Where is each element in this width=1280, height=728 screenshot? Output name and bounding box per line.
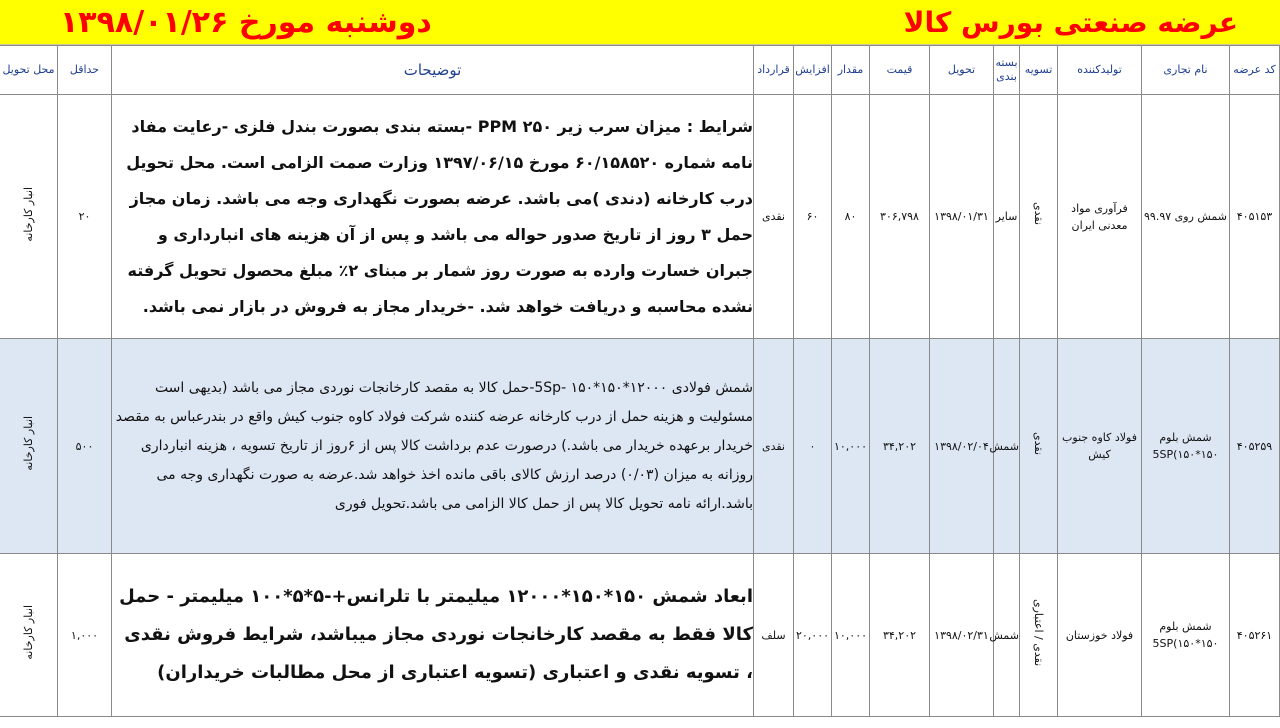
delivery-place-text: انبار کارخانه <box>22 186 35 242</box>
cell-quantity: ۱۰,۰۰۰ <box>832 339 870 554</box>
cell-contract: سلف <box>754 554 794 717</box>
cell-delivery: ۱۳۹۸/۰۲/۳۱ <box>930 554 994 717</box>
cell-settlement <box>1020 339 1058 554</box>
cell-price: ۳۴,۲۰۲ <box>870 339 930 554</box>
header-contract: قرارداد <box>754 46 794 95</box>
header-row <box>0 46 1280 95</box>
cell-producer: فولاد کاوه جنوب کیش <box>1058 339 1142 554</box>
delivery-place-text: انبار کارخانه <box>22 605 35 660</box>
settlement-text: نقدی <box>1032 202 1045 226</box>
cell-producer: فولاد خوزستان <box>1058 554 1142 717</box>
cell-contract: نقدی <box>754 95 794 339</box>
settlement-text: نقدی <box>1032 431 1045 455</box>
header-packaging: بسته بندی <box>994 46 1020 95</box>
cell-packaging: سایر <box>994 95 1020 339</box>
cell-increase: ۰ <box>794 339 832 554</box>
cell-delivery: ۱۳۹۸/۰۱/۳۱ <box>930 95 994 339</box>
cell-trade-name: شمش بلوم ۱۵۰*۱۵۰)5SP <box>1142 554 1230 717</box>
title-banner <box>0 0 1280 45</box>
header-delivery: تحویل <box>930 46 994 95</box>
table-row <box>0 554 1280 717</box>
cell-minimum: ۲۰ <box>58 95 112 339</box>
cell-description: شرایط : میزان سرب زیر ۲۵۰ PPM -بسته بندی بصورت بندل فلزی -رعایت مفاد نامه شماره ۶۰/۱۵۸۵۲۰ مورخ ۱۳۹۷/۰۶/۱۵ وزارت صمت الزامی است. محل تحویل درب کارخانه (دندی )می باشد. عرضه بصورت نگهداری وجه می باشد. زمان مجاز حمل ۳ روز از تاریخ صدور حواله می باشد و پس از آن هزینه های انبارداری و جبران خسارت وارده به صورت روز شمار بر مبنای ۲٪ مبلغ محصول تحویل گرفته نشده محاسبه و دریافت خواهد شد. -خریدار مجاز به فروش در بازار نمی باشد. <box>112 95 754 339</box>
header-quantity: مقدار <box>832 46 870 95</box>
header-minimum: حداقل <box>58 46 112 95</box>
cell-price: ۳۴,۲۰۲ <box>870 554 930 717</box>
header-description: توضیحات <box>112 46 754 95</box>
header-settlement: تسویه <box>1020 46 1058 95</box>
settlement-text: نقدی / اعتباری <box>1032 598 1045 667</box>
cell-increase: ۶۰ <box>794 95 832 339</box>
header-delivery-place: محل تحویل <box>0 46 58 95</box>
cell-producer: فرآوری مواد معدنی ایران <box>1058 95 1142 339</box>
cell-trade-name: شمش روی ۹۹.۹۷ <box>1142 95 1230 339</box>
cell-packaging: شمش <box>994 339 1020 554</box>
cell-offer-code: ۴۰۵۲۶۱ <box>1230 554 1280 717</box>
offers-table <box>0 45 1280 717</box>
table-row <box>0 95 1280 339</box>
cell-quantity: ۱۰,۰۰۰ <box>832 554 870 717</box>
cell-delivery-place <box>0 95 58 339</box>
cell-delivery: ۱۳۹۸/۰۲/۰۴ <box>930 339 994 554</box>
cell-delivery-place <box>0 339 58 554</box>
cell-description: ابعاد شمش ۱۵۰*۱۵۰*۱۲۰۰۰ میلیمتر با تلرانس+-۵*۵*۱۰۰ میلیمتر - حمل کالا فقط به مقصد کارخانجات نوردی مجاز میباشد، شرایط فروش نقدی ، تسویه نقدی و اعتباری (تسویه اعتباری از محل مطالبات خریداران) <box>112 554 754 717</box>
cell-delivery-place <box>0 554 58 717</box>
delivery-place-text: انبار کارخانه <box>22 416 35 471</box>
cell-offer-code: ۴۰۵۱۵۳ <box>1230 95 1280 339</box>
header-trade-name: نام تجاری <box>1142 46 1230 95</box>
header-increase: افزایش <box>794 46 832 95</box>
cell-minimum: ۱,۰۰۰ <box>58 554 112 717</box>
cell-settlement <box>1020 95 1058 339</box>
cell-contract: نقدی <box>754 339 794 554</box>
header-offer-code: کد عرضه <box>1230 46 1280 95</box>
banner-title: عرضه صنعتی بورس کالا <box>903 5 1238 39</box>
cell-packaging: شمش <box>994 554 1020 717</box>
cell-offer-code: ۴۰۵۲۵۹ <box>1230 339 1280 554</box>
cell-increase: ۲۰,۰۰۰ <box>794 554 832 717</box>
banner-date: دوشنبه مورخ ۱۳۹۸/۰۱/۲۶ <box>60 4 432 40</box>
cell-settlement <box>1020 554 1058 717</box>
cell-quantity: ۸۰ <box>832 95 870 339</box>
header-price: قیمت <box>870 46 930 95</box>
table-row <box>0 339 1280 554</box>
cell-description: شمش فولادی ۱۲۰۰۰*۱۵۰*۱۵۰ -5Sp-حمل کالا به مقصد کارخانجات نوردی مجاز می باشد (بدیهی است مسئولیت و هزینه حمل از درب کارخانه عرضه کننده شرکت فولاد کاوه جنوب کیش واقع در بندرعباس به مقصد خریدار برعهده خریدار می باشد.) درصورت عدم برداشت کالا پس از ۶روز از تاریخ تسویه ، هزینه انبارداری روزانه به میزان (۰/۰۳) درصد ارزش کالای باقی مانده اخذ خواهد شد.عرضه به صورت نگهداری وجه می باشد.ارائه نامه تحویل کالا پس از حمل کالا الزامی می باشد.تحویل فوری <box>112 339 754 554</box>
cell-minimum: ۵۰۰ <box>58 339 112 554</box>
cell-trade-name: شمش بلوم ۱۵۰*۱۵۰)5SP <box>1142 339 1230 554</box>
cell-price: ۳۰۶,۷۹۸ <box>870 95 930 339</box>
header-producer: تولیدکننده <box>1058 46 1142 95</box>
